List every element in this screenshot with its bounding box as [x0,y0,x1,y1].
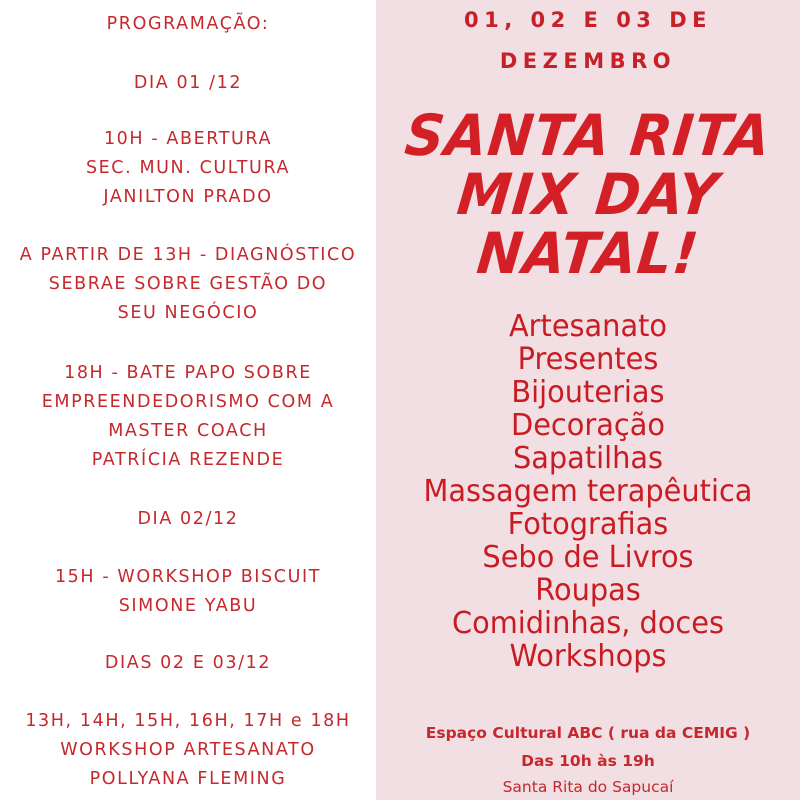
schedule-line: SEU NEGÓCIO [117,303,259,323]
schedule-line: A PARTIR DE 13H - DIAGNÓSTICO [19,245,357,265]
schedule-line: 18H - BATE PAPO SOBRE [64,363,312,383]
schedule-line: MASTER COACH [108,421,268,441]
event-title-line-2: MIX DAY [454,161,722,228]
event-title-line-3: NATAL! [473,220,703,287]
product-item: Comidinhas, doces [451,606,725,641]
event-panel [376,0,800,800]
schedule-day-2-3: DIAS 02 E 03/12 [104,653,272,673]
product-item: Artesanato [508,309,668,344]
event-title-line-1: SANTA RITA [401,102,775,169]
product-item: Roupas [535,573,641,608]
product-item: Massagem terapêutica [423,474,753,509]
venue-place: Espaço Cultural ABC ( rua da CEMIG ) [425,724,751,742]
product-item: Fotografias [507,507,669,542]
product-item: Presentes [517,342,659,377]
schedule-line: SEBRAE SOBRE GESTÃO DO [48,274,328,294]
event-dates-line-2: DEZEMBRO [499,49,677,73]
schedule-line: WORKSHOP ARTESANATO [60,740,316,760]
schedule-line: SIMONE YABU [118,596,258,616]
venue-hours: Das 10h às 19h [521,752,655,770]
product-item: Sebo de Livros [482,540,694,575]
schedule-line: EMPREENDEDORISMO COM A [41,392,335,412]
schedule-day-1: DIA 01 /12 [133,73,243,93]
schedule-line: 15H - WORKSHOP BISCUIT [54,567,322,587]
schedule-line: POLLYANA FLEMING [89,769,287,789]
schedule-line: PATRÍCIA REZENDE [91,450,285,470]
schedule-line: 13H, 14H, 15H, 16H, 17H e 18H [25,711,351,731]
product-item: Decoração [511,408,665,443]
venue-city: Santa Rita do Sapucaí [502,778,674,796]
schedule-panel [0,0,376,800]
schedule-title: PROGRAMAÇÃO: [106,14,270,34]
product-item: Workshops [509,639,667,674]
schedule-line: 10H - ABERTURA [103,129,273,149]
event-dates-line-1: 01, 02 E 03 DE [463,8,712,32]
schedule-line: SEC. MUN. CULTURA [85,158,291,178]
product-item: Sapatilhas [512,441,664,476]
schedule-day-2: DIA 02/12 [137,509,239,529]
product-item: Bijouterias [511,375,665,410]
schedule-line: JANILTON PRADO [103,187,273,207]
